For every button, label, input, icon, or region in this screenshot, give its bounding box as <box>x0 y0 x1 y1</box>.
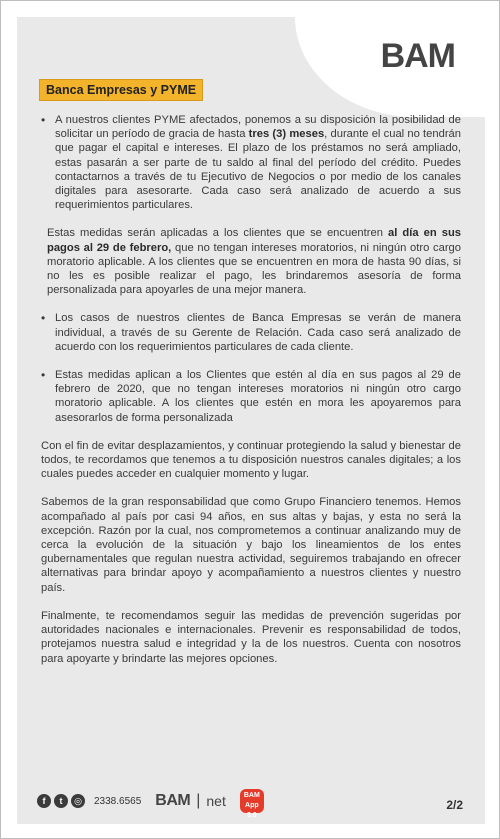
paragraph: Con el fin de evitar desplazamientos, y continuar protegiendo la salud y bienestar de todos, te recordamos que tenemos a tu disposición nuestros canales digitales; a los cuales puedes acceder en cualquier momento y lugar. <box>41 439 461 481</box>
bullet-icon: • <box>41 113 46 127</box>
section-title: Banca Empresas y PYME <box>39 79 203 101</box>
bullet-icon: • <box>41 368 46 383</box>
bullet-icon: • <box>41 311 46 326</box>
document-content <box>41 113 461 680</box>
footer-bam-logo: BAM <box>155 792 191 809</box>
bam-app-icon[interactable]: BAM App 3.0 <box>240 789 264 813</box>
footer <box>37 787 467 819</box>
indented-paragraph: Estas medidas serán aplicadas a los clientes que se encuentren al día en sus pagos al 29 de febrero, que no tengan intereses moratorios, ni ningún otro cargo moratorio aplicable. A los clientes que se encuentren en mora de hasta 90 días, si no les es posible realizar el pago, les brindaremos asesoría de forma personalizada para apoyarles de una mejor manera. <box>47 227 461 297</box>
bullet-item <box>41 368 461 425</box>
twitter-icon[interactable]: t <box>54 794 68 808</box>
page-number: 2/2 <box>446 798 463 812</box>
bam-logo: BAM <box>380 37 455 75</box>
bullet-text: Los casos de nuestros clientes de Banca Empresas se verán de manera individual, a través de su Gerente de Relación. Cada caso será analizado de acuerdo con los requerimientos particulares de cada cliente. <box>55 312 461 353</box>
paragraph: Finalmente, te recomendamos seguir las medidas de prevención sugeridas por autoridades nacionales e internacionales. Prevenir es responsabilidad de todos, protejamos nuestra salud e integridad y la de los nuestros. Cuenta con nosotros para apoyarte y brindarte las mejores opciones. <box>41 609 461 665</box>
bullet-text: Estas medidas aplican a los Clientes que estén al día en sus pagos al 29 de febrero de 2020, que no tengan intereses moratorios ni ningún otro cargo moratorio aplicable. A los clientes que estén en mora les apoyaremos para asesorarlos de forma personalizada <box>55 369 461 424</box>
paragraph: Sabemos de la gran responsabilidad que como Grupo Financiero tenemos. Hemos acompañado al país por casi 94 años, en sus altas y bajas, y esta no será la excepción. Razón por la cual, nos comprometemos a continuar analizando muy de cerca la evolución de la situación y bajo los lineamientos de los entes gubernamentales que regulan nuestra actividad, seguiremos trabajando en ofrecer alternativas para brindar apoyo y acompañamiento a nuestros clientes y nuestro país. <box>41 496 461 594</box>
divider: | <box>196 792 201 809</box>
bullet-text: A nuestros clientes PYME afectados, ponemos a su disposición la posibilidad de solicitar un período de gracia de hasta tres (3) meses, durante el cual no tendrán que pagar el capital e intereses. El plazo de los préstamos no será ampliado, estas pasarán a ser parte de tu saldo al final del período del crédito. Puedes contactarnos a través de tu Ejecutivo de Negocios o por medio de los canales digitales para asesorarte. Cada caso será analizado de acuerdo a sus requerimientos particulares. <box>55 114 462 212</box>
instagram-icon[interactable]: ◎ <box>71 794 85 808</box>
footer-net-label: net <box>206 793 226 809</box>
facebook-icon[interactable]: f <box>37 794 51 808</box>
document-card <box>17 17 485 824</box>
bullet-item <box>41 311 461 354</box>
bullet-item <box>41 113 461 212</box>
phone-number: 2338.6565 <box>94 795 142 807</box>
